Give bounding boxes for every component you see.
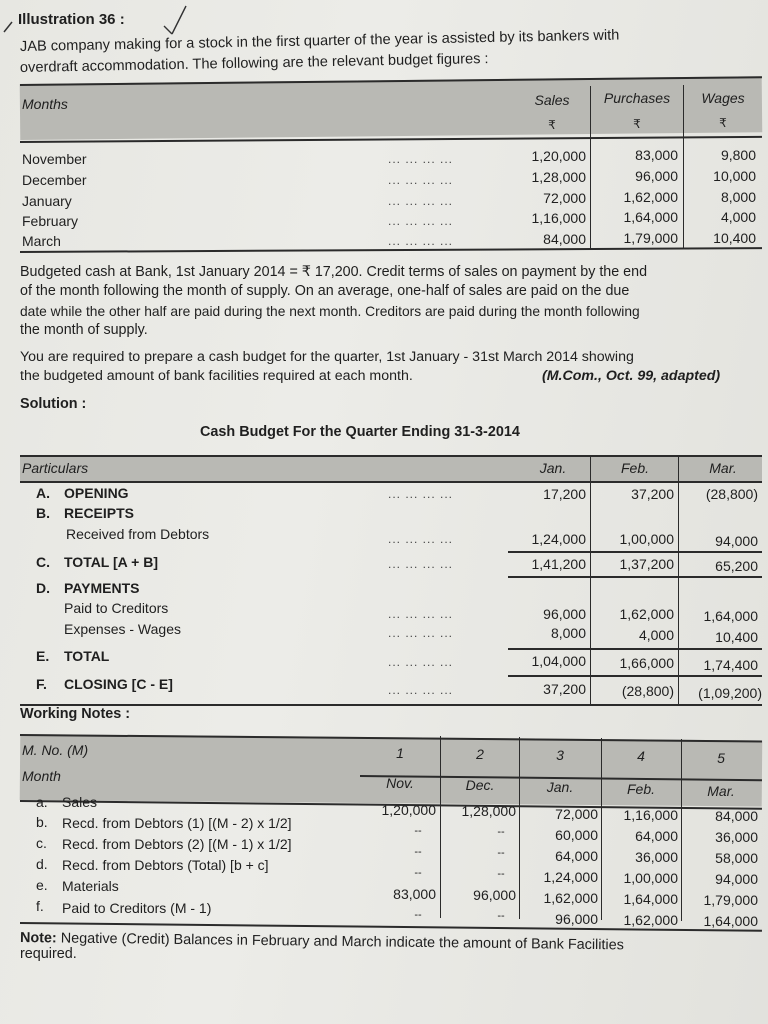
row-sales: 84,000	[543, 231, 586, 247]
opening-mar: (28,800)	[705, 486, 758, 502]
row-letter: f.	[36, 898, 44, 914]
col-3-number: 3	[556, 747, 564, 763]
expenses-wages-label: Expenses - Wages	[64, 621, 181, 637]
feb-header: Feb.	[620, 460, 649, 476]
row-v4: 64,000	[635, 828, 678, 844]
jan-header: Jan.	[539, 460, 567, 476]
opening-jan: 17,200	[543, 486, 586, 502]
months-header: Months	[22, 96, 68, 112]
row-wages: 4,000	[720, 209, 756, 225]
col-4-number: 4	[637, 748, 645, 764]
purchases-header: Purchases	[603, 90, 671, 106]
received-from-debtors-label: Received from Debtors	[66, 526, 210, 542]
problem-line-3: date while the other half are paid during the next month. Creditors are paid during the month following	[20, 304, 640, 319]
sales-header: Sales	[534, 92, 570, 108]
row-v5: 1,79,000	[703, 892, 758, 908]
row-sales: 1,20,000	[531, 148, 586, 164]
leader-dots: ... ... ... ...	[388, 557, 454, 571]
problem-line-2: of the month following the month of supply. On an average, one-half of sales are paid on the due	[20, 283, 630, 299]
payments-label: PAYMENTS	[64, 580, 140, 596]
col-5-month: Mar.	[707, 783, 735, 799]
row-label: Recd. from Debtors (2) [(M - 1) x 1/2]	[62, 836, 292, 852]
opening-label: OPENING	[64, 485, 129, 501]
col-5-number: 5	[717, 750, 725, 766]
col-2-number: 2	[476, 746, 484, 762]
row-letter: B.	[36, 505, 50, 521]
row-sales: 1,16,000	[531, 210, 586, 226]
particulars-header: Particulars	[22, 460, 89, 476]
row-v5: 94,000	[715, 871, 758, 887]
total-ab-feb: 1,37,200	[619, 556, 674, 572]
wages-feb: 4,000	[638, 627, 674, 643]
row-purchases: 1,62,000	[623, 189, 678, 205]
total-ab-jan: 1,41,200	[531, 556, 586, 572]
row-label: Paid to Creditors (M - 1)	[62, 900, 212, 916]
row-purchases: 1,64,000	[623, 209, 678, 225]
total-payments-feb: 1,66,000	[619, 655, 674, 671]
row-v2: --	[497, 910, 505, 922]
sales-currency: ₹	[548, 118, 556, 132]
row-wages: 10,000	[713, 168, 756, 184]
row-v4: 1,16,000	[623, 807, 678, 823]
debtors-jan: 1,24,000	[531, 531, 586, 547]
row-v3: 72,000	[555, 806, 598, 822]
closing-jan: 37,200	[543, 681, 586, 697]
row-letter: d.	[36, 856, 48, 872]
problem-line-1: Budgeted cash at Bank, 1st January 2014 = ₹ 17,200. Credit terms of sales on payment by the end	[20, 264, 648, 280]
row-letter: e.	[36, 877, 48, 893]
note-label: Note:	[19, 930, 57, 947]
row-v3: 1,62,000	[543, 890, 598, 906]
debtors-feb: 1,00,000	[619, 531, 674, 547]
row-purchases: 83,000	[635, 147, 678, 163]
col-2-month: Dec.	[465, 777, 495, 793]
month-header: Month	[22, 768, 61, 784]
col-1-number: 1	[396, 745, 404, 761]
wages-mar: 10,400	[715, 629, 758, 645]
row-sales: 72,000	[543, 190, 586, 206]
row-letter: C.	[36, 554, 50, 570]
row-purchases: 96,000	[635, 168, 678, 184]
intro-line-2: overdraft accommodation. The following are the relevant budget figures :	[19, 51, 489, 76]
note-line-1	[20, 930, 624, 955]
leader-dots: ... ... ... ...	[388, 152, 454, 166]
opening-feb: 37,200	[631, 486, 674, 502]
row-month: January	[22, 193, 72, 209]
row-v1: --	[414, 825, 422, 837]
row-month: November	[22, 151, 87, 167]
closing-mar: (1,09,200)	[698, 685, 762, 701]
problem-line-6: the budgeted amount of bank facilities required at each month.	[20, 368, 413, 384]
leader-dots: ... ... ... ...	[388, 607, 454, 621]
total-payments-label: TOTAL	[64, 648, 110, 664]
leader-dots: ... ... ... ...	[388, 234, 454, 248]
row-v2: --	[497, 847, 505, 859]
leader-dots: ... ... ... ...	[388, 173, 454, 187]
row-v4: 1,00,000	[623, 870, 678, 886]
leader-dots: ... ... ... ...	[388, 214, 454, 228]
row-v4: 1,64,000	[623, 891, 678, 907]
receipts-label: RECEIPTS	[64, 505, 135, 521]
row-v4: 1,62,000	[623, 912, 678, 928]
leader-dots: ... ... ... ...	[388, 626, 454, 640]
wages-currency: ₹	[719, 116, 727, 130]
creditors-feb: 1,62,000	[619, 606, 674, 622]
row-v5: 1,64,000	[703, 913, 758, 929]
purchases-currency: ₹	[633, 117, 641, 131]
total-ab-mar: 65,200	[715, 558, 758, 574]
row-v2: 1,28,000	[461, 803, 516, 819]
col-4-month: Feb.	[626, 781, 655, 797]
leader-dots: ... ... ... ...	[388, 683, 454, 697]
closing-feb: (28,800)	[621, 683, 674, 699]
row-letter: F.	[36, 676, 47, 692]
total-payments-mar: 1,74,400	[703, 657, 758, 673]
row-month: December	[22, 172, 87, 188]
paid-to-creditors-label: Paid to Creditors	[64, 600, 169, 616]
note-line-2: required.	[20, 946, 77, 962]
row-purchases: 1,79,000	[623, 230, 678, 246]
total-ab-label: TOTAL [A + B]	[64, 554, 158, 570]
row-v2: --	[497, 826, 505, 838]
leader-dots: ... ... ... ...	[388, 655, 454, 669]
note-text: Negative (Credit) Balances in February and March indicate the amount of Bank Facilities	[56, 930, 624, 954]
leader-dots: ... ... ... ...	[388, 487, 454, 501]
solution-label: Solution :	[20, 396, 87, 412]
row-v3: 60,000	[555, 827, 598, 843]
problem-line-4: the month of supply.	[20, 322, 148, 338]
debtors-mar: 94,000	[715, 533, 758, 549]
total-payments-jan: 1,04,000	[531, 653, 586, 669]
row-sales: 1,28,000	[531, 169, 586, 185]
row-letter: D.	[36, 580, 50, 596]
row-v3: 96,000	[555, 911, 598, 927]
row-v1: 1,20,000	[381, 802, 436, 818]
row-v5: 36,000	[715, 829, 758, 845]
mno-header: M. No. (M)	[22, 742, 89, 758]
row-v2: --	[497, 868, 505, 880]
row-wages: 10,400	[713, 230, 756, 246]
cash-budget-title: Cash Budget For the Quarter Ending 31-3-2014	[200, 424, 520, 440]
row-label: Recd. from Debtors (1) [(M - 2) x 1/2]	[62, 815, 292, 831]
row-wages: 8,000	[720, 189, 756, 205]
row-v5: 58,000	[715, 850, 758, 866]
row-v1: --	[414, 867, 422, 879]
row-v2: 96,000	[473, 887, 516, 903]
row-letter: A.	[36, 485, 50, 501]
row-v1: --	[414, 909, 422, 921]
row-label: Recd. from Debtors (Total) [b + c]	[62, 857, 269, 873]
intro-line-1: JAB company making for a stock in the first quarter of the year is assisted by its bankers with	[19, 27, 620, 55]
row-letter: E.	[36, 648, 50, 664]
problem-line-5: You are required to prepare a cash budget for the quarter, 1st January - 31st March 2014 showing	[20, 349, 634, 365]
col-3-month: Jan.	[546, 779, 574, 795]
row-v3: 64,000	[555, 848, 598, 864]
col-1-month: Nov.	[386, 775, 414, 791]
closing-label: CLOSING [C - E]	[64, 676, 173, 692]
mar-header: Mar.	[709, 460, 737, 476]
wages-jan: 8,000	[550, 625, 586, 641]
row-v4: 36,000	[635, 849, 678, 865]
row-label: Sales	[62, 794, 98, 810]
leader-dots: ... ... ... ...	[388, 532, 454, 546]
row-v5: 84,000	[715, 808, 758, 824]
row-letter: a.	[36, 794, 48, 810]
row-wages: 9,800	[720, 147, 756, 163]
creditors-jan: 96,000	[543, 606, 586, 622]
row-letter: c.	[36, 835, 47, 851]
row-month: March	[22, 233, 61, 249]
row-month: February	[22, 213, 79, 229]
row-v3: 1,24,000	[543, 869, 598, 885]
source-citation: (M.Com., Oct. 99, adapted)	[542, 368, 721, 384]
row-label: Materials	[62, 878, 119, 894]
leader-dots: ... ... ... ...	[388, 194, 454, 208]
working-notes-title: Working Notes :	[20, 706, 131, 722]
row-letter: b.	[36, 814, 48, 830]
creditors-mar: 1,64,000	[703, 608, 758, 624]
row-v1: 83,000	[393, 886, 436, 902]
row-v1: --	[414, 846, 422, 858]
illustration-title: Illustration 36 :	[18, 11, 125, 28]
wages-header: Wages	[701, 90, 745, 106]
